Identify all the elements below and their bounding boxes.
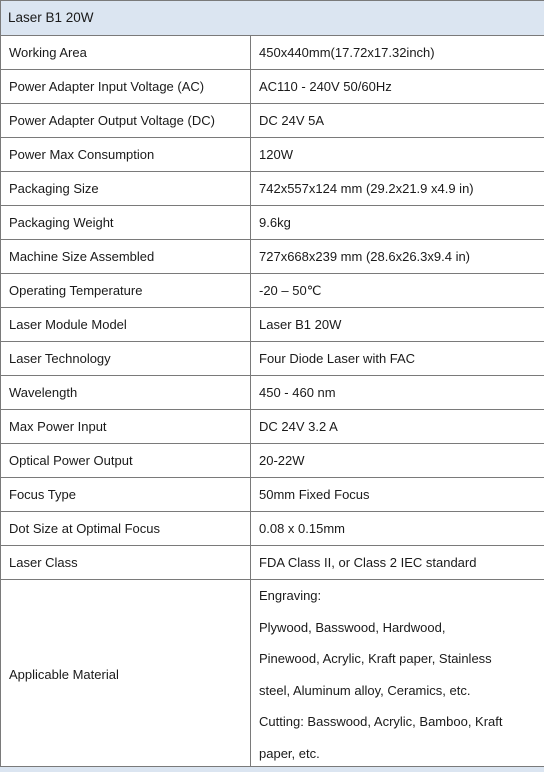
table-row [1, 342, 544, 376]
table-row [1, 172, 544, 206]
spec-label: Wavelength [1, 376, 251, 410]
product-title: Laser B1 20W [1, 1, 544, 36]
spec-value: 0.08 x 0.15mm [251, 512, 544, 546]
table-row [1, 546, 544, 580]
spec-label: Laser Module Model [1, 308, 251, 342]
table-row [1, 206, 544, 240]
table-row [1, 308, 544, 342]
material-line: Plywood, Basswood, Hardwood, [259, 612, 544, 644]
spec-label: Power Adapter Input Voltage (AC) [1, 70, 251, 104]
table-row [1, 410, 544, 444]
material-line: steel, Aluminum alloy, Ceramics, etc. [259, 675, 544, 707]
spec-label: Optical Power Output [1, 444, 251, 478]
spec-value: 450x440mm(17.72x17.32inch) [251, 36, 544, 70]
spec-value: 742x557x124 mm (29.2x21.9 x4.9 in) [251, 172, 544, 206]
table-row-material [1, 580, 544, 770]
spec-label: Packaging Size [1, 172, 251, 206]
material-line: Pinewood, Acrylic, Kraft paper, Stainless [259, 643, 544, 675]
spec-label-material: Applicable Material [1, 580, 251, 770]
spec-value: AC110 - 240V 50/60Hz [251, 70, 544, 104]
spec-label: Max Power Input [1, 410, 251, 444]
spec-label: Dot Size at Optimal Focus [1, 512, 251, 546]
spec-label: Packaging Weight [1, 206, 251, 240]
spec-label: Operating Temperature [1, 274, 251, 308]
spec-value: FDA Class II, or Class 2 IEC standard [251, 546, 544, 580]
spec-value: Laser B1 20W [251, 308, 544, 342]
spec-value: 9.6kg [251, 206, 544, 240]
spec-label: Working Area [1, 36, 251, 70]
spec-value-material [251, 580, 544, 770]
spec-value: 120W [251, 138, 544, 172]
spec-label: Power Adapter Output Voltage (DC) [1, 104, 251, 138]
spec-label: Machine Size Assembled [1, 240, 251, 274]
spec-value: Four Diode Laser with FAC [251, 342, 544, 376]
table-row [1, 478, 544, 512]
table-row [1, 274, 544, 308]
table-row [1, 36, 544, 70]
table-row [1, 444, 544, 478]
table-row [1, 138, 544, 172]
table-row [1, 104, 544, 138]
spec-label: Laser Class [1, 546, 251, 580]
spec-label: Laser Technology [1, 342, 251, 376]
spec-value: 20-22W [251, 444, 544, 478]
table-footer-band [0, 766, 544, 772]
spec-value: DC 24V 5A [251, 104, 544, 138]
spec-value: 50mm Fixed Focus [251, 478, 544, 512]
material-line: Cutting: Basswood, Acrylic, Bamboo, Kraft [259, 706, 544, 738]
material-line: Engraving: [259, 580, 544, 612]
spec-value: 450 - 460 nm [251, 376, 544, 410]
spec-value: -20 – 50℃ [251, 274, 544, 308]
table-row [1, 512, 544, 546]
table-row [1, 70, 544, 104]
table-row [1, 240, 544, 274]
spec-value: DC 24V 3.2 A [251, 410, 544, 444]
spec-label: Focus Type [1, 478, 251, 512]
material-line: paper, etc. [259, 738, 544, 770]
table-header-row [1, 1, 544, 36]
spec-label: Power Max Consumption [1, 138, 251, 172]
spec-value: 727x668x239 mm (28.6x26.3x9.4 in) [251, 240, 544, 274]
table-row [1, 376, 544, 410]
